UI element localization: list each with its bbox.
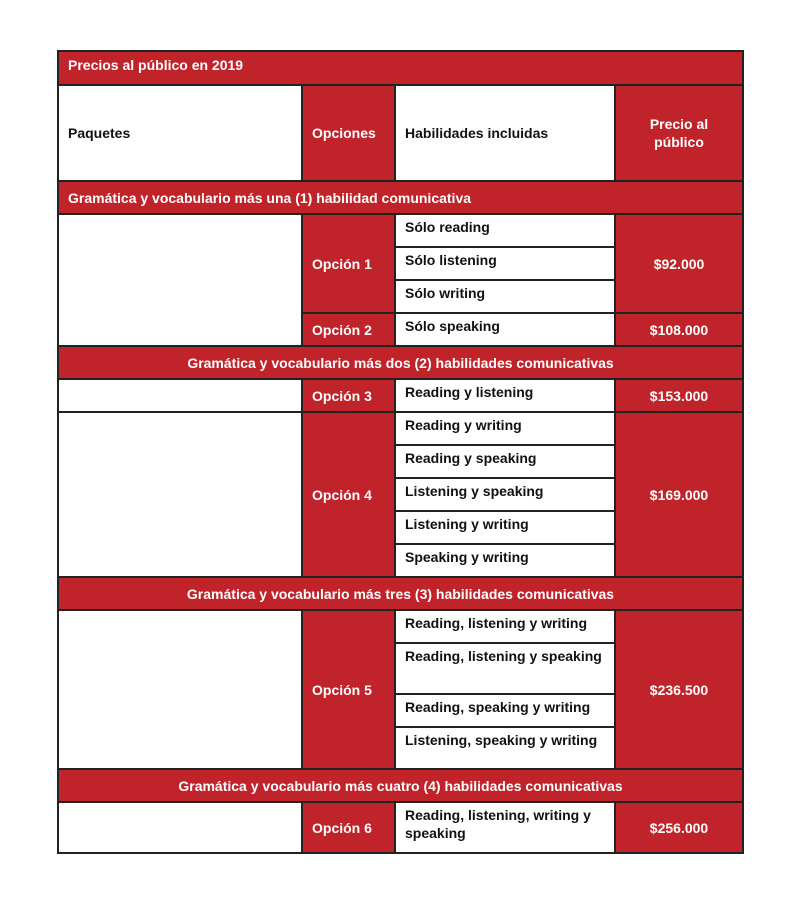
section-row (58, 346, 743, 379)
header-skills: Habilidades incluidas (395, 85, 615, 181)
title-row (58, 51, 743, 85)
skill-cell: Reading y speaking (395, 445, 615, 478)
skill-cell: Sólo speaking (395, 313, 615, 346)
skill-cell: Sólo reading (395, 214, 615, 247)
section-row (58, 769, 743, 802)
option-label: Opción 2 (302, 313, 395, 346)
price-cell: $256.000 (615, 802, 743, 853)
price-cell: $169.000 (615, 412, 743, 577)
price-cell: $153.000 (615, 379, 743, 412)
package-cell (58, 379, 302, 412)
option-label: Opción 1 (302, 214, 395, 313)
package-cell (58, 214, 302, 346)
skill-cell: Reading, listening, writing y speaking (395, 802, 615, 853)
section-header: Gramática y vocabulario más una (1) habilidad comunicativa (58, 181, 743, 214)
package-cell (58, 412, 302, 577)
skill-cell: Reading, listening y speaking (395, 643, 615, 694)
table-row (58, 214, 743, 247)
skill-cell: Listening y writing (395, 511, 615, 544)
price-table (57, 50, 744, 854)
section-row (58, 181, 743, 214)
option-label: Opción 5 (302, 610, 395, 769)
price-cell: $108.000 (615, 313, 743, 346)
option-label: Opción 3 (302, 379, 395, 412)
skill-cell: Listening, speaking y writing (395, 727, 615, 769)
skill-cell: Reading, speaking y writing (395, 694, 615, 727)
package-cell (58, 802, 302, 853)
skill-cell: Reading y writing (395, 412, 615, 445)
skill-cell: Sólo writing (395, 280, 615, 313)
option-label: Opción 6 (302, 802, 395, 853)
skill-cell: Reading, listening y writing (395, 610, 615, 643)
section-header: Gramática y vocabulario más tres (3) habilidades comunicativas (58, 577, 743, 610)
table-row (58, 379, 743, 412)
price-cell: $92.000 (615, 214, 743, 313)
header-packages: Paquetes (58, 85, 302, 181)
skill-cell: Reading y listening (395, 379, 615, 412)
section-header: Gramática y vocabulario más cuatro (4) habilidades comunicativas (58, 769, 743, 802)
header-row (58, 85, 743, 181)
table-row (58, 802, 743, 853)
package-cell (58, 610, 302, 769)
skill-cell: Listening y speaking (395, 478, 615, 511)
table-title: Precios al público en 2019 (58, 51, 743, 85)
table-row (58, 610, 743, 643)
table-row (58, 412, 743, 445)
header-options: Opciones (302, 85, 395, 181)
option-label: Opción 4 (302, 412, 395, 577)
header-price: Precio al público (615, 85, 743, 181)
price-cell: $236.500 (615, 610, 743, 769)
skill-cell: Sólo listening (395, 247, 615, 280)
skill-cell: Speaking y writing (395, 544, 615, 577)
section-row (58, 577, 743, 610)
section-header: Gramática y vocabulario más dos (2) habilidades comunicativas (58, 346, 743, 379)
